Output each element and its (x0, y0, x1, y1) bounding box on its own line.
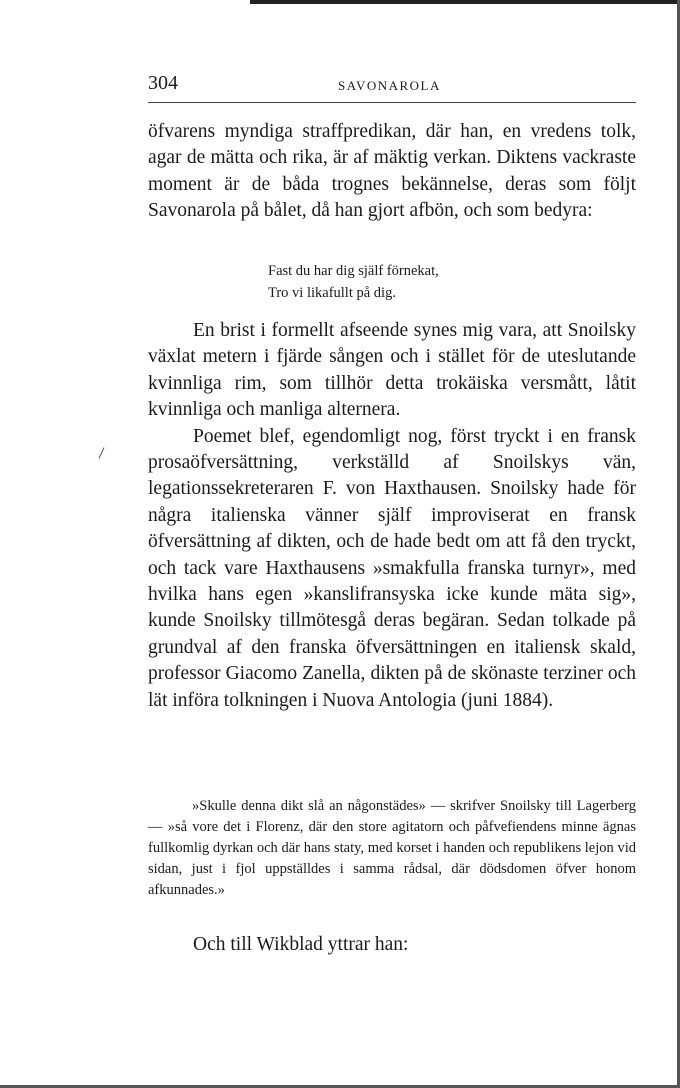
verse-line: Fast du har dig själf förnekat, (268, 263, 439, 279)
paragraph-block-2 (148, 318, 636, 714)
closing-line: Och till Wikblad yttrar han: (193, 934, 409, 955)
page-header (148, 72, 636, 103)
paragraph-block-1 (148, 119, 636, 225)
body-paragraph: Poemet blef, egendomligt nog, först tryckt i en fransk prosaöfversättning, verkställd af Snoilskys vän, legationssekreteraren F. von Haxthausen. Snoilsky hade för några italienska vänner själf improviserat en fransk öfversättning af dikten, och de hade bedt om att få den tryckt, och tack vare Haxthausens »smakfulla franska turnyr», med hvilka hans egen »kanslifransyska icke kunde mäta sig», kunde Snoilsky tillmötesgå deras begäran. Sedan tolkade på grundval af den franska öfversättningen en italiensk skald, professor Giacomo Zanella, dikten på de skönaste terziner och lät införa tolkningen i Nuova Antologia (juni 1884). (148, 425, 636, 711)
stray-pen-mark (99, 447, 105, 458)
verse-quote (268, 260, 439, 304)
scan-edge-top (250, 0, 680, 4)
body-paragraph: En brist i formellt afseende synes mig vara, att Snoilsky växlat metern i fjärde sången och i stället för de uteslutande kvinnliga rim, som tillhör detta trokäiska versmått, låtit kvinnliga och manliga alternera. (148, 320, 636, 421)
verse-line: Tro vi likafullt på dig. (268, 285, 396, 301)
quoted-note: »Skulle denna dikt slå an någonstädes» — skrifver Snoilsky till Lagerberg — »så vore det i Florenz, där den store agitatorn och påfvefiendens minne ägnas fullkomlig dyrkan och där hans staty, med korset i handen och republikens lejon vid sidan, just i fjol uppställdes i samma rådsal, där dödsdomen öfver honom afkunnades.» (148, 798, 636, 898)
body-paragraph: öfvarens myndiga straffpredikan, där han, en vredens tolk, agar de mätta och rika, är af mäktig verkan. Diktens vackraste moment är de båda trognes bekännelse, deras som följt Savonarola på bålet, då han gjort afbön, och som bedyra: (148, 121, 636, 222)
running-head: SAVONAROLA (338, 78, 441, 93)
page-number: 304 (148, 72, 178, 94)
